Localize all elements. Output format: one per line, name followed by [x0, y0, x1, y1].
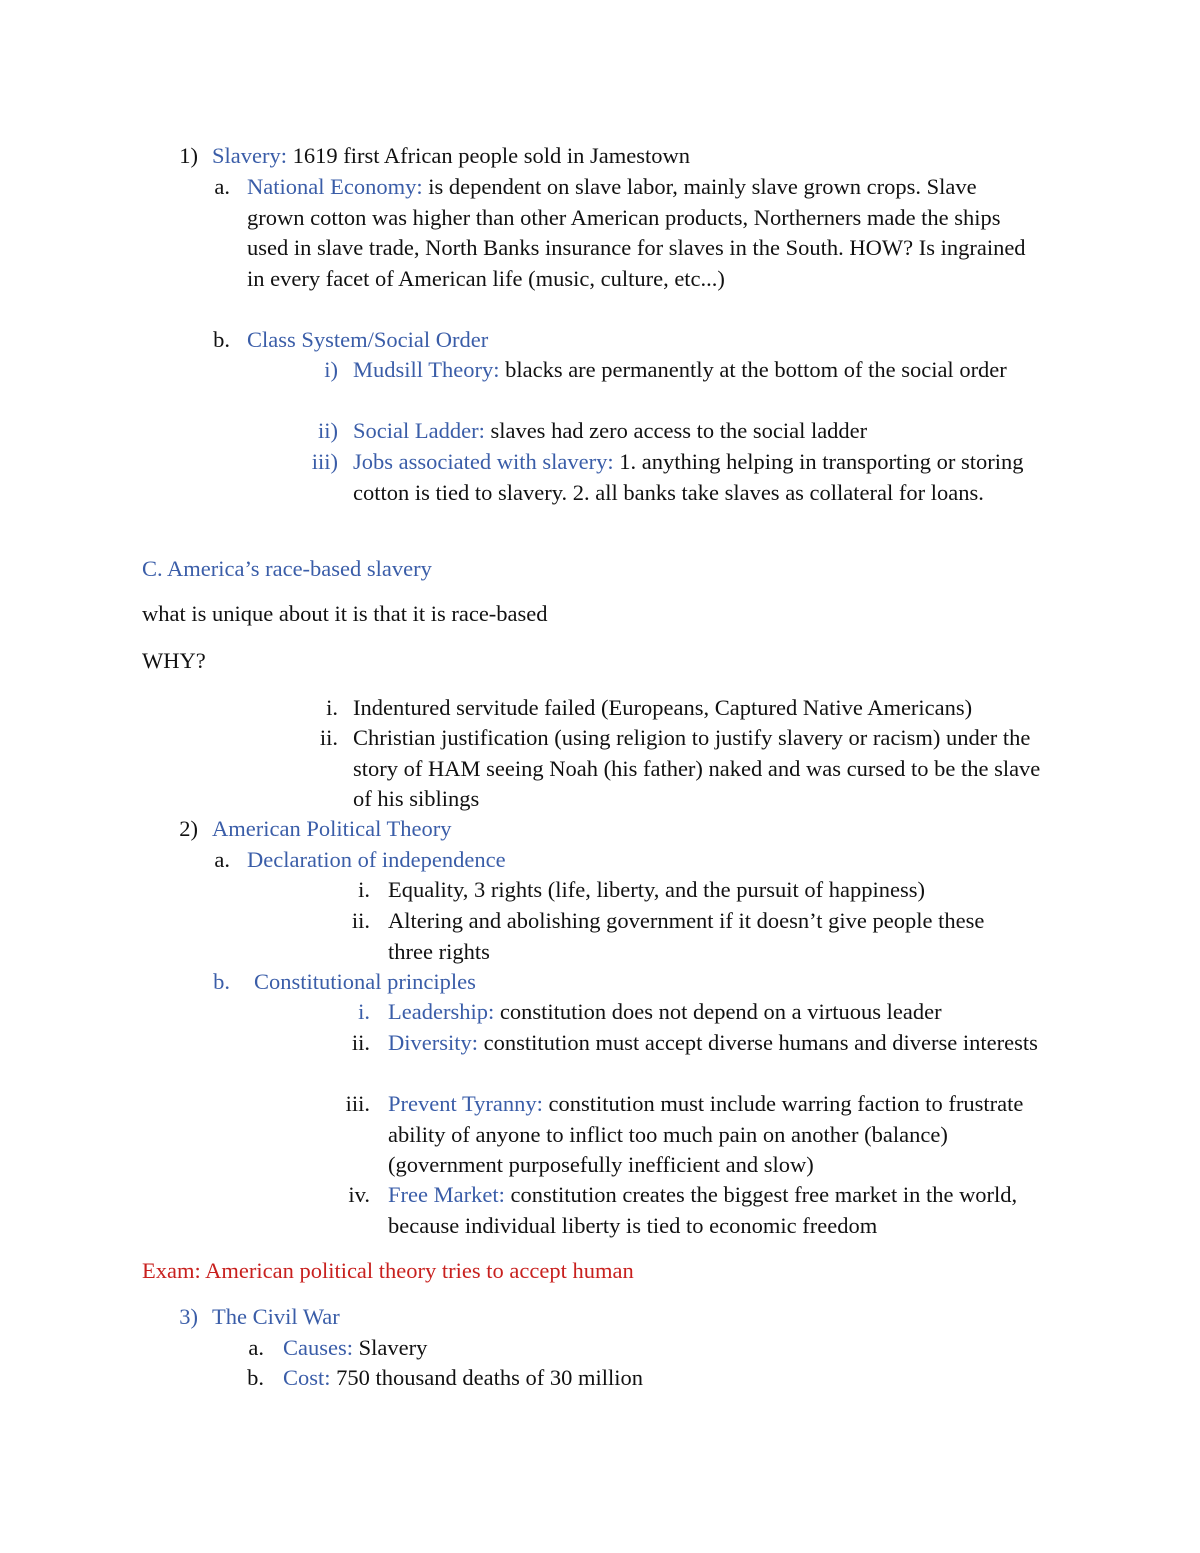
item-text: 1619 first African people sold in Jamestown — [286, 143, 691, 168]
item-text: constitution creates the biggest free market in the world, because individual liberty is tied to economic freedom — [388, 1182, 1018, 1238]
heading-label: Social Ladder: — [353, 418, 485, 443]
heading-label: Causes: — [283, 1335, 353, 1360]
heading-label: Free Market: — [388, 1182, 505, 1207]
heading-label: Cost: — [283, 1365, 331, 1390]
item-text: slaves had zero access to the social ladder — [484, 418, 868, 443]
list-marker: 2) — [179, 816, 198, 841]
section-heading: C. America’s race-based slavery — [142, 556, 432, 581]
list-marker: b. — [213, 327, 230, 352]
heading-label: Mudsill Theory: — [353, 357, 500, 382]
paragraph: WHY? — [142, 648, 206, 673]
list-marker: ii. — [351, 908, 370, 933]
heading-label: Declaration of independence — [247, 847, 506, 872]
list-marker: i. — [326, 695, 338, 720]
list-marker: a. — [248, 1335, 264, 1360]
heading-label: Jobs associated with slavery: — [353, 449, 614, 474]
list-marker: i) — [324, 357, 338, 382]
heading-label: Prevent Tyranny: — [388, 1091, 543, 1116]
heading-label: Leadership: — [388, 999, 495, 1024]
list-marker: ii. — [319, 725, 338, 750]
item-text: constitution must accept diverse humans and diverse interests — [478, 1030, 1038, 1055]
heading-label: Class System/Social Order — [247, 327, 489, 352]
heading-label: Diversity: — [388, 1030, 478, 1055]
item-text: Equality, 3 rights (life, liberty, and the pursuit of happiness) — [388, 877, 925, 902]
item-text: Altering and abolishing government if it doesn’t give people these three rights — [388, 908, 985, 964]
item-text: Indentured servitude failed (Europeans, Captured Native Americans) — [353, 695, 973, 720]
item-text: 750 thousand deaths of 30 million — [330, 1365, 644, 1390]
paragraph: what is unique about it is that it is race-based — [142, 601, 548, 626]
item-text: is dependent on slave labor, mainly slave grown crops. Slave grown cotton was higher than other American products, Northerners made the ships used in slave trade, North Banks insurance for slaves in the South. HOW? Is ingrained in every facet of American life (music, culture, etc...) — [247, 174, 1026, 291]
heading-label: Constitutional principles — [254, 969, 476, 994]
list-marker: ii) — [318, 418, 338, 443]
exam-note: Exam: American political theory tries to accept human — [142, 1258, 634, 1283]
list-marker: b. — [247, 1365, 264, 1390]
list-marker: ii. — [351, 1030, 370, 1055]
list-marker: b. — [213, 969, 230, 994]
item-text: constitution does not depend on a virtuous leader — [494, 999, 942, 1024]
item-text: Christian justification (using religion to justify slavery or racism) under the story of HAM seeing Noah (his father) naked and was cursed to be the slave of his siblings — [353, 725, 1041, 812]
item-text: 1. anything helping in transporting or storing cotton is tied to slavery. 2. all banks take slaves as collateral for loans. — [353, 449, 1024, 505]
list-marker: a. — [214, 847, 230, 872]
list-marker: iii. — [345, 1091, 370, 1116]
list-marker: iv. — [348, 1182, 370, 1207]
heading-label: Slavery: — [212, 143, 287, 168]
item-text: constitution must include warring faction to frustrate ability of anyone to inflict too much pain on another (balance) (government purposefully inefficient and slow) — [388, 1091, 1024, 1178]
heading-label: The Civil War — [212, 1304, 340, 1329]
list-marker: iii) — [311, 449, 338, 474]
list-marker: 1) — [179, 143, 198, 168]
heading-label: American Political Theory — [212, 816, 452, 841]
list-marker: 3) — [179, 1304, 198, 1329]
list-marker: i. — [358, 999, 370, 1024]
item-text: blacks are permanently at the bottom of the social order — [499, 357, 1007, 382]
list-marker: i. — [358, 877, 370, 902]
item-text: Slavery — [353, 1335, 428, 1360]
list-marker: a. — [214, 174, 230, 199]
heading-label: National Economy: — [247, 174, 423, 199]
